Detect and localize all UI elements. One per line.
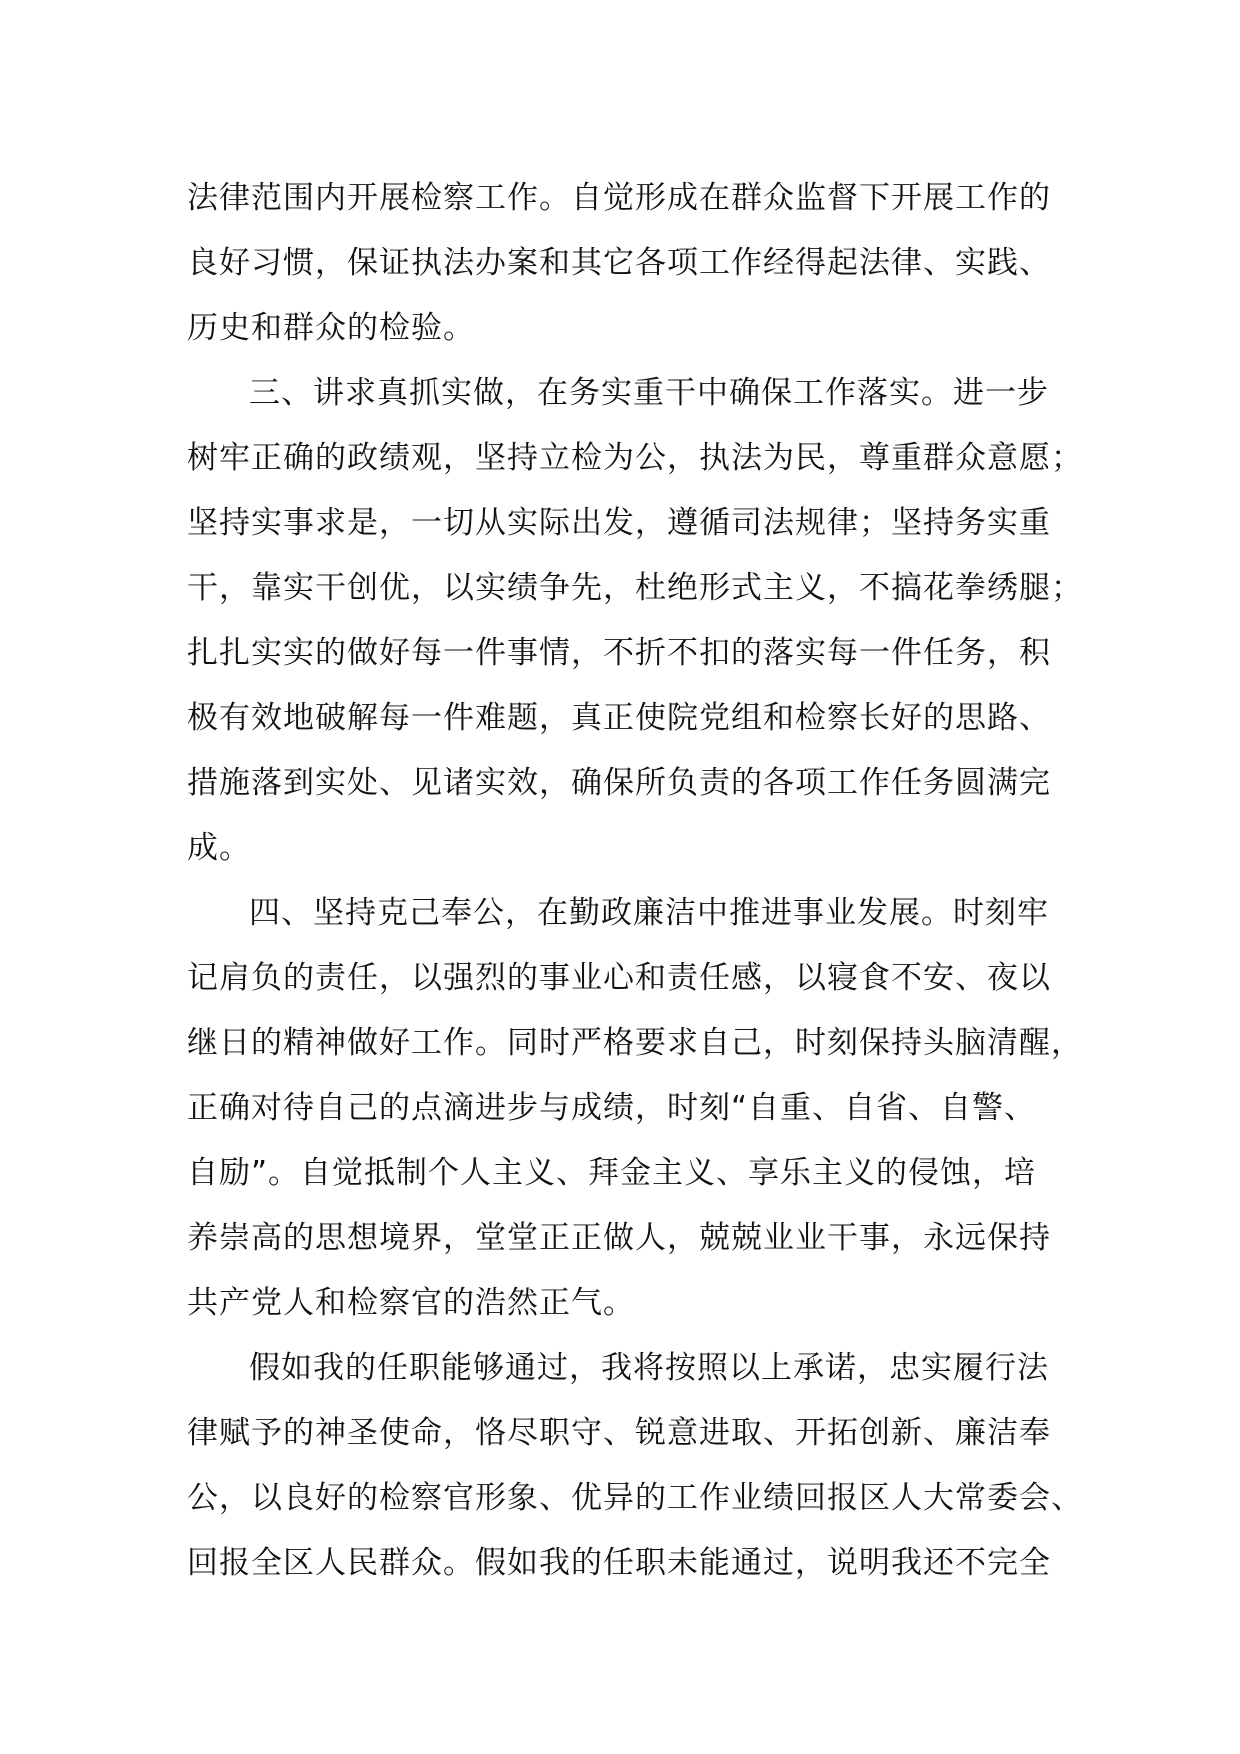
text-line: 树牢正确的政绩观，坚持立检为公，执法为民，尊重群众意愿； [187,440,1083,476]
text-line: 自励”。自觉抵制个人主义、拜金主义、享乐主义的侵蚀，培 [187,1155,1037,1191]
text-line: 成。 [187,830,251,866]
body-text [187,166,1087,1596]
text-line: 公，以良好的检察官形象、优异的工作业绩回报区人大常委会、 [187,1480,1083,1516]
text-line: 回报全区人民群众。假如我的任职未能通过，说明我还不完全 [187,1545,1051,1581]
text-line: 干，靠实干创优，以实绩争先，杜绝形式主义，不搞花拳绣腿； [187,570,1083,606]
text-line: 极有效地破解每一件难题，真正使院党组和检察长好的思路、 [187,700,1051,736]
text-line: 律赋予的神圣使命，恪尽职守、锐意进取、开拓创新、廉洁奉 [187,1415,1051,1451]
paragraph-start-line: 假如我的任职能够通过，我将按照以上承诺，忠实履行法 [249,1350,1049,1386]
section-heading-line: 四、坚持克己奉公，在勤政廉洁中推进事业发展。时刻牢 [249,895,1049,931]
text-line: 措施落到实处、见诸实效，确保所负责的各项工作任务圆满完 [187,765,1051,801]
text-line: 记肩负的责任，以强烈的事业心和责任感，以寝食不安、夜以 [187,960,1051,996]
text-line: 良好习惯，保证执法办案和其它各项工作经得起法律、实践、 [187,245,1051,281]
text-line: 共产党人和检察官的浩然正气。 [187,1285,635,1321]
section-heading-line: 三、讲求真抓实做，在务实重干中确保工作落实。进一步 [249,375,1049,411]
text-line: 法律范围内开展检察工作。自觉形成在群众监督下开展工作的 [187,180,1051,216]
text-line: 历史和群众的检验。 [187,310,475,346]
text-line: 扎扎实实的做好每一件事情，不折不扣的落实每一件任务，积 [187,635,1051,671]
text-line: 正确对待自己的点滴进步与成绩，时刻“自重、自省、自警、 [187,1090,1037,1126]
text-line: 坚持实事求是，一切从实际出发，遵循司法规律；坚持务实重 [187,505,1051,541]
text-line: 养崇高的思想境界，堂堂正正做人，兢兢业业干事，永远保持 [187,1220,1051,1256]
text-line: 继日的精神做好工作。同时严格要求自己，时刻保持头脑清醒， [187,1025,1083,1061]
